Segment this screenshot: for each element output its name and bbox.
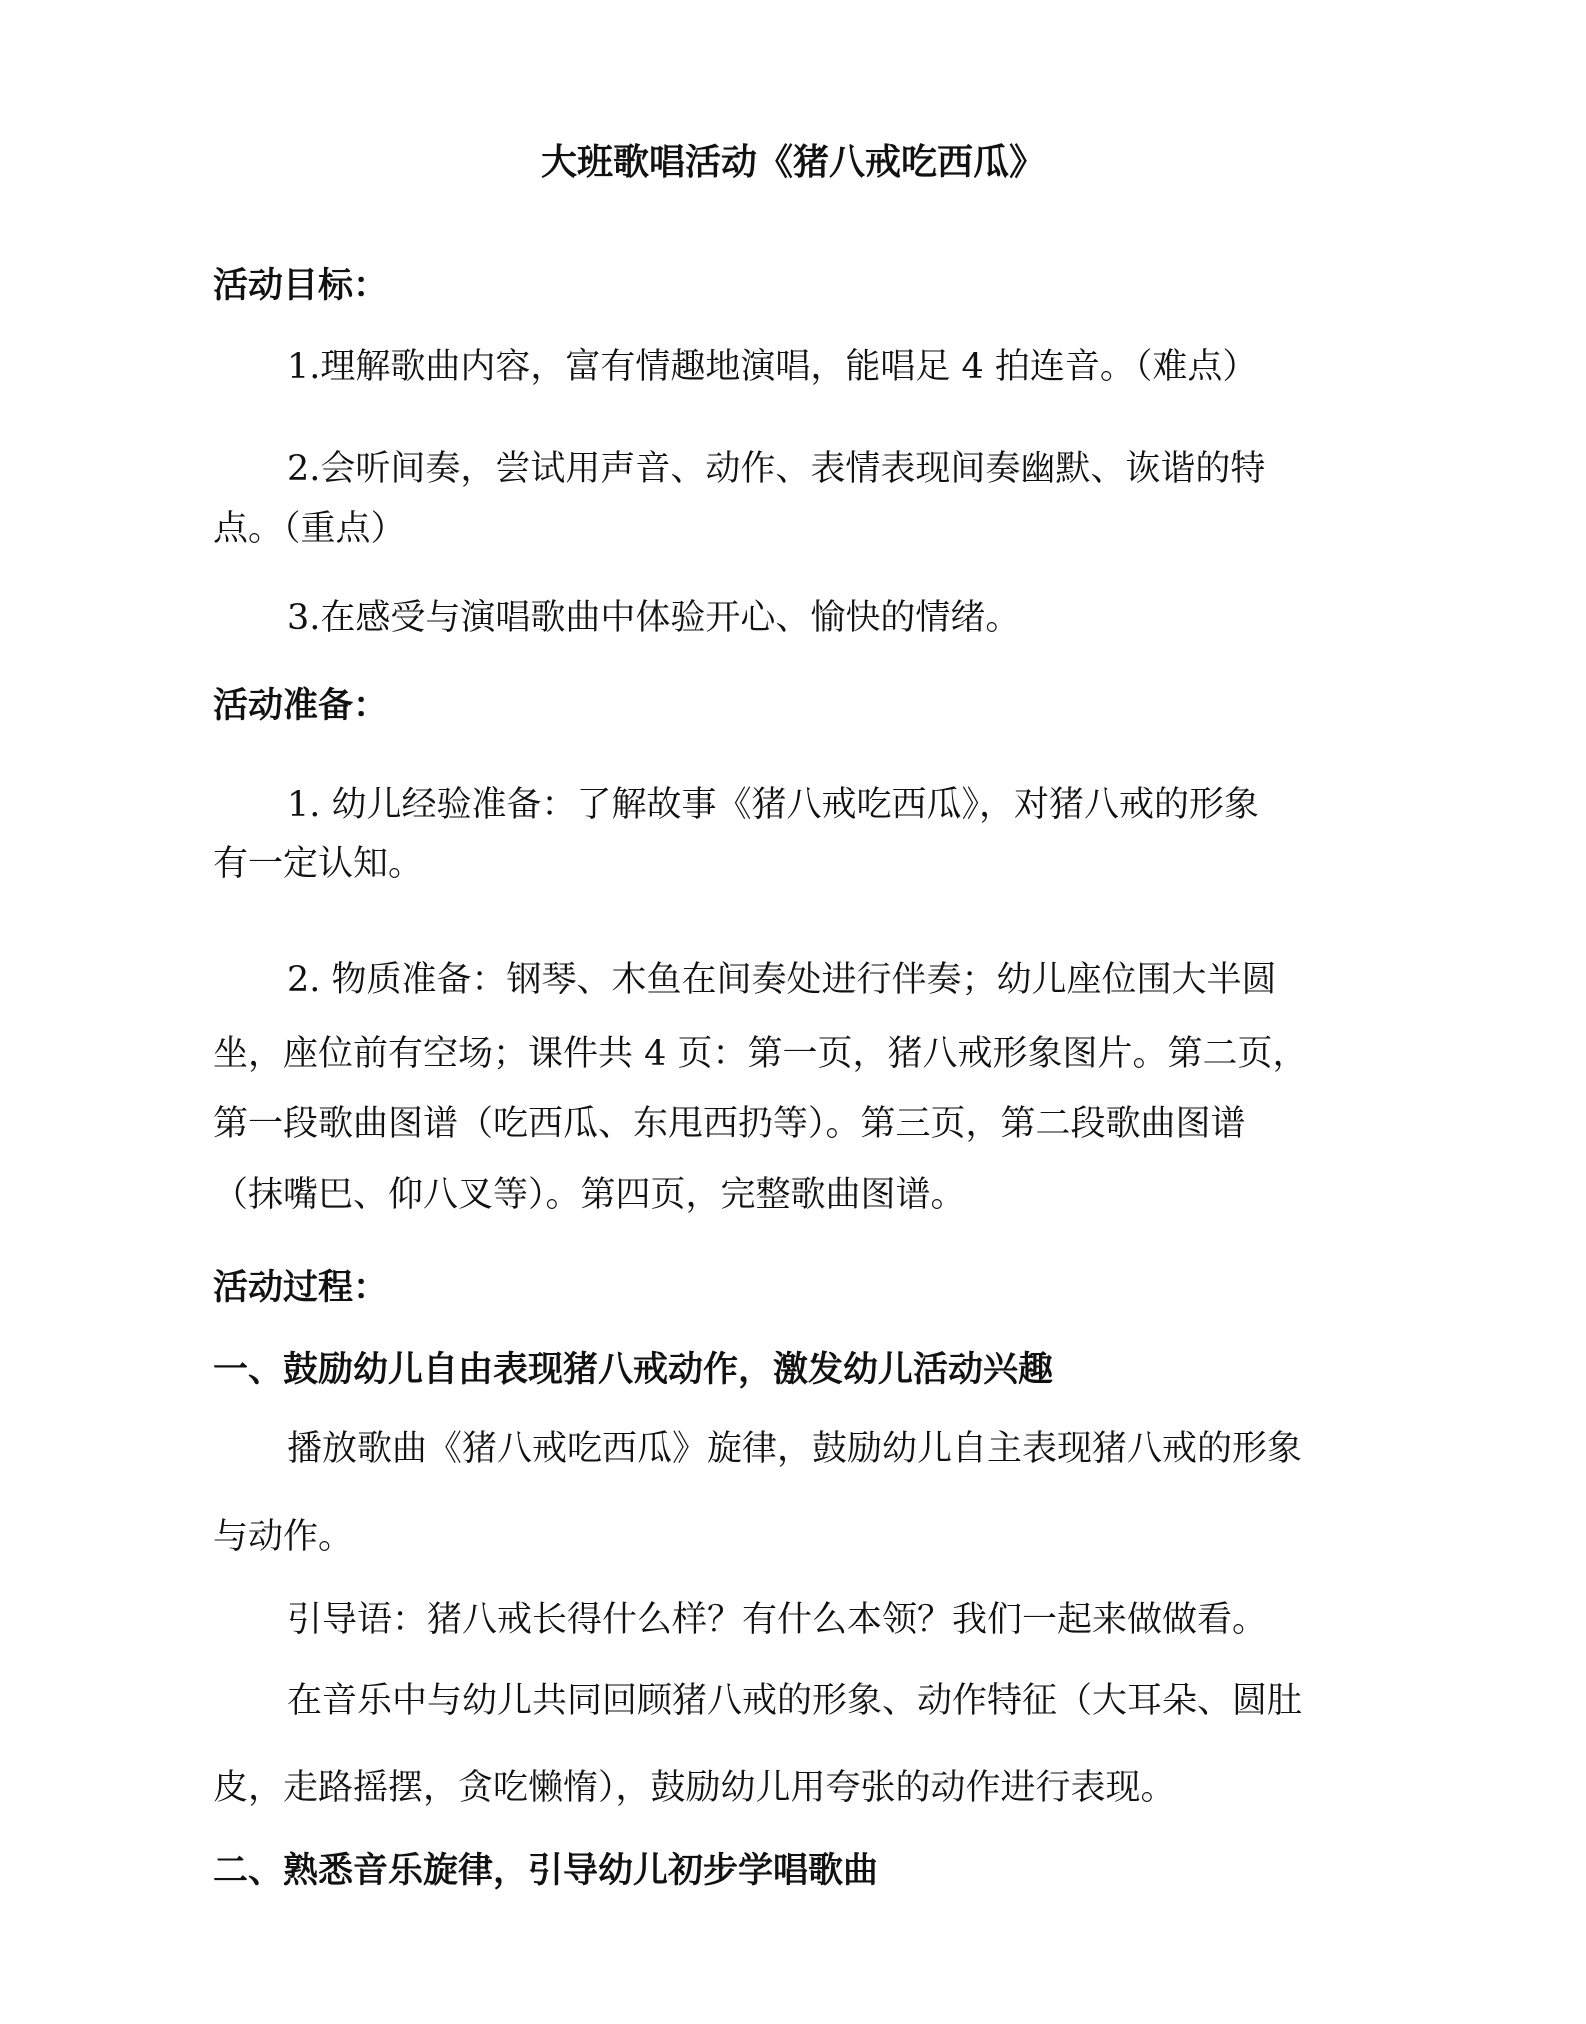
prep-item-2-line3: 第一段歌曲图谱（吃西瓜、东甩西扔等）。第三页，第二段歌曲图谱 bbox=[213, 1104, 1246, 1144]
goal-item-3: 3.在感受与演唱歌曲中体验开心、愉快的情绪。 bbox=[287, 598, 1021, 638]
page-title: 大班歌唱活动《猪八戒吃西瓜》 bbox=[540, 141, 1045, 183]
step2-heading: 二、熟悉音乐旋律，引导幼儿初步学唱歌曲 bbox=[213, 1850, 879, 1891]
prep-item-2: 2. 物质准备：钢琴、木鱼在间奏处进行伴奏；幼儿座位围大半圆 bbox=[287, 960, 1277, 1000]
step1-line-2: 与动作。 bbox=[213, 1517, 354, 1557]
preparation-heading: 活动准备： bbox=[213, 685, 389, 726]
prep-item-1-cont: 有一定认知。 bbox=[213, 844, 424, 884]
prep-item-1: 1. 幼儿经验准备：了解故事《猪八戒吃西瓜》，对猪八戒的形象 bbox=[287, 785, 1260, 825]
goal-item-1: 1.理解歌曲内容，富有情趣地演唱，能唱足 4 拍连音。（难点） bbox=[287, 347, 1258, 387]
goal-item-2: 2.会听间奏，尝试用声音、动作、表情表现间奏幽默、诙谐的特 bbox=[287, 449, 1266, 489]
prep-item-2-line2: 坐，座位前有空场；课件共 4 页：第一页，猪八戒形象图片。第二页， bbox=[213, 1034, 1308, 1074]
step1-line-3: 引导语：猪八戒长得什么样？有什么本领？我们一起来做做看。 bbox=[287, 1600, 1268, 1640]
step1-line-1: 播放歌曲《猪八戒吃西瓜》旋律，鼓励幼儿自主表现猪八戒的形象 bbox=[287, 1429, 1303, 1469]
goals-heading: 活动目标： bbox=[213, 265, 389, 306]
step1-heading: 一、鼓励幼儿自由表现猪八戒动作，激发幼儿活动兴趣 bbox=[213, 1349, 1054, 1390]
process-heading: 活动过程： bbox=[213, 1267, 389, 1308]
step1-line-4: 在音乐中与幼儿共同回顾猪八戒的形象、动作特征（大耳朵、圆肚 bbox=[287, 1681, 1303, 1721]
step1-line-5: 皮，走路摇摆，贪吃懒惰），鼓励幼儿用夸张的动作进行表现。 bbox=[213, 1768, 1176, 1808]
goal-item-2-cont: 点。（重点） bbox=[213, 509, 406, 549]
prep-item-2-line4: （抹嘴巴、仰八叉等）。第四页，完整歌曲图谱。 bbox=[213, 1175, 966, 1215]
